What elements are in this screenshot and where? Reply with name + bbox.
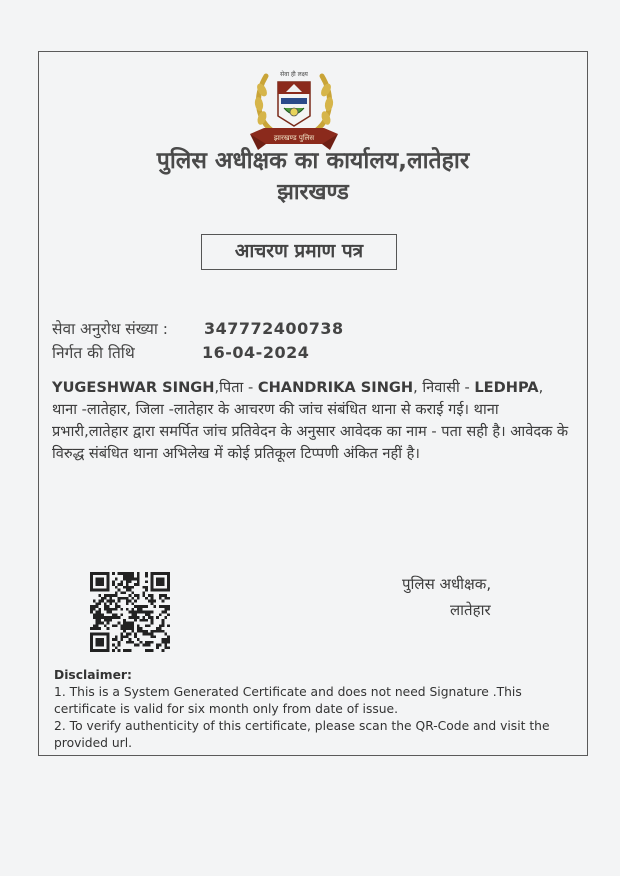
emblem-banner-text: झारखण्ड पुलिस — [273, 134, 315, 142]
certificate-title: आचरण प्रमाण पत्र — [201, 234, 397, 270]
body-statement: , थाना -लातेहार, जिला -लातेहार के आचरण की जांच संबंधित थाना से कराई गई। थाना प्रभारी,लातेहार द्वारा समर्पित जांच प्रतिवेदन के अनुसार आवेदक का नाम - पता सही है। आवेदक के विरुद्ध संबंधित थाना अभिलेख में कोई प्रतिकूल टिप्पणी अंकित नहीं है। — [52, 379, 569, 462]
certificate-body — [52, 377, 572, 465]
request-number-row — [52, 318, 344, 340]
father-name: CHANDRIKA SINGH — [257, 379, 414, 396]
emblem-motto-text: सेवा ही लक्ष्य — [280, 71, 308, 78]
request-number-value: 347772400738 — [204, 319, 344, 338]
police-emblem-icon — [244, 62, 344, 154]
applicant-name: YUGESHWAR SINGH — [52, 379, 215, 396]
signature-block — [402, 571, 562, 623]
disclaimer-title: Disclaimer: — [54, 668, 132, 682]
office-title: पुलिस अधीक्षक का कार्यालय,लातेहार — [156, 148, 470, 174]
issue-date-label: निर्गत की तिथि — [52, 344, 135, 362]
disclaimer-item-1: 1. This is a System Generated Certificate and does not need Signature .This certificate is valid for six month only from date of issue. — [54, 685, 522, 716]
request-number-label: सेवा अनुरोध संख्या : — [52, 320, 168, 338]
issue-date-row — [52, 342, 309, 364]
state-title: झारखण्ड — [277, 180, 349, 205]
village-name: LEDHPA — [474, 379, 539, 396]
father-label: ,पिता - — [214, 379, 258, 396]
resident-label: , निवासी - — [413, 379, 475, 396]
disclaimer — [54, 667, 574, 752]
qr-code-icon[interactable] — [90, 572, 170, 652]
signatory-place: लातेहार — [450, 601, 491, 619]
disclaimer-item-2: 2. To verify authenticity of this certificate, please scan the QR-Code and visit the provided url. — [54, 719, 550, 750]
issue-date-value: 16-04-2024 — [202, 343, 310, 362]
signatory-title: पुलिस अधीक्षक, — [402, 575, 492, 593]
